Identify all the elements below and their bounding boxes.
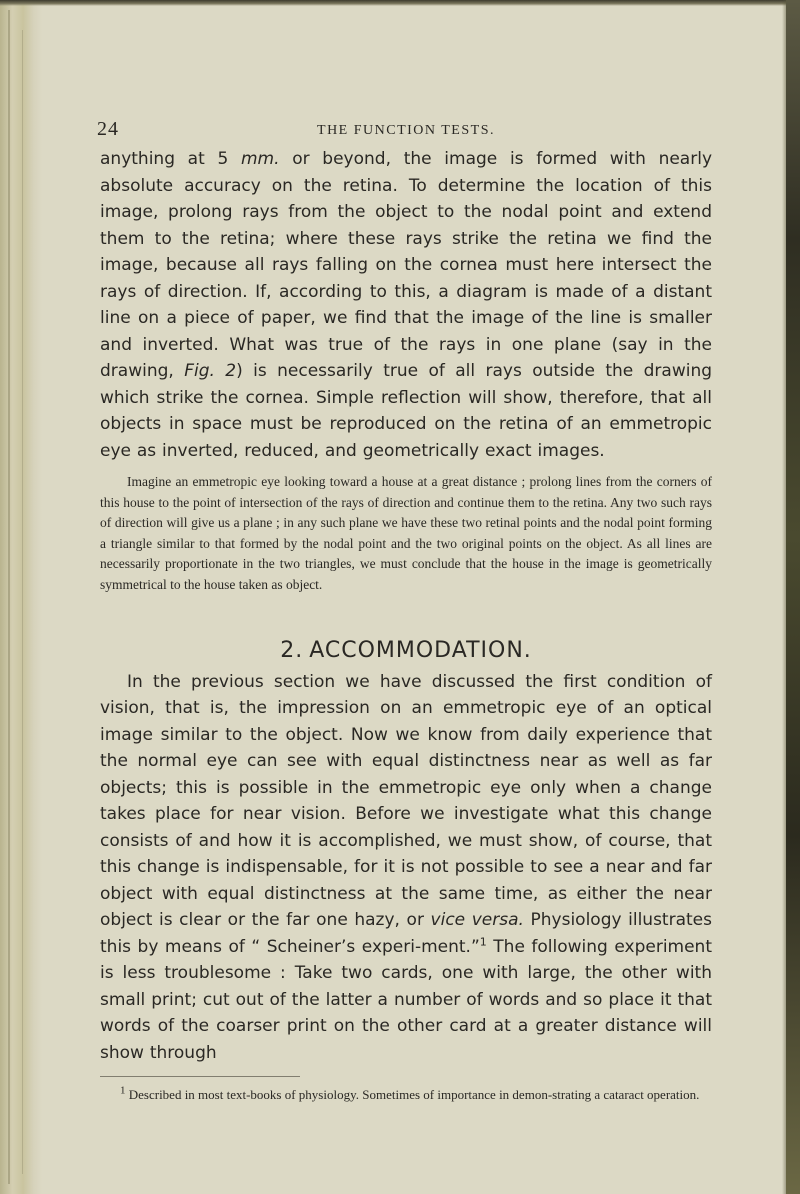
page-top-edge	[0, 0, 786, 6]
section-heading	[100, 638, 712, 663]
running-head-title: THE FUNCTION TESTS.	[317, 123, 495, 138]
paragraph-text: The following experiment is less troublesome : Take two cards, one with large, the other with small print; cut out of the latter a number of words and so place it that words of the coarser print on the other card at a greater distance will show through	[100, 936, 713, 1063]
section-title: ACCOMMODATION.	[309, 637, 532, 663]
footnote-text: Described in most text-books of physiology. Sometimes of importance in demon-strating a cataract operation.	[125, 1087, 700, 1103]
page-gutter-shadow	[0, 0, 42, 1194]
footnote-divider	[100, 1076, 300, 1077]
paragraph-emphasis: vice versa.	[430, 910, 524, 931]
figure-reference: Fig. 2	[184, 361, 237, 381]
paragraph-text: ) is necessarily true of all rays outside the drawing which strike the cornea. Simple reflection will show, therefore, that all objects in space must be reproduced on the retina of an emmetropic eye as inverted, reduced, and geometrically exact images.	[100, 361, 713, 461]
book-page	[97, 118, 713, 1104]
footnote-marker: 1	[120, 1084, 126, 1097]
paragraph-emphasis: mm.	[240, 149, 280, 169]
paragraph-text: In the previous section we have discussed the first condition of vision, that is, the impression on an emmetropic eye of an optical image similar to the object. Now we know from daily experience that the normal eye can see with equal distinctness near as well as far objects; this is possible in the emmetropic eye only when a change takes place for near vision. Before we investigate what this change consists of and how it is accomplished, we must show, of course, that this change is indispensable, for it is not possible to see a near and far object with equal distinctness at the same time, as either the near object is clear or the far one hazy, or	[100, 671, 712, 931]
page-number: 24	[97, 118, 119, 140]
paragraph-text: Physiology illustrates this by means of “ Scheiner’s experi-ment.”	[100, 910, 712, 957]
body-paragraph-2	[100, 669, 712, 1067]
footnote-reference: 1	[479, 934, 487, 948]
small-print-paragraph: Imagine an emmetropic eye looking toward a house at a great distance ; prolong lines from the corners of this house to the point of intersection of the rays of direction and continue them to the retina. Any two such rays of direction will give us a plane ; in any such plane we have these two retinal points and the nodal point forming a triangle similar to that formed by the nodal point and the two original points on the object. As all lines are necessarily proportionate in the two triangles, we must conclude that the house in the image is geometrically symmetrical to the house taken as object.	[100, 474, 712, 592]
section-number: 2.	[280, 637, 304, 663]
footnote	[100, 1085, 712, 1104]
body-paragraph-1	[100, 146, 712, 464]
paragraph-text: or beyond, the image is formed with nearly absolute accuracy on the retina. To determine the location of this image, prolong rays from the object to the nodal point and extend them to the retina; where these rays strike the retina we find the image, because all rays falling on the cornea must here intersect the rays of direction. If, according to this, a diagram is made of a distant line on a piece of paper, we find that the image of the line is smaller and inverted. What was true of the rays in one plane (say in the drawing,	[100, 149, 712, 381]
running-head	[97, 118, 712, 142]
paragraph-text: anything at 5	[100, 149, 241, 169]
book-spine-edge	[786, 0, 800, 1194]
